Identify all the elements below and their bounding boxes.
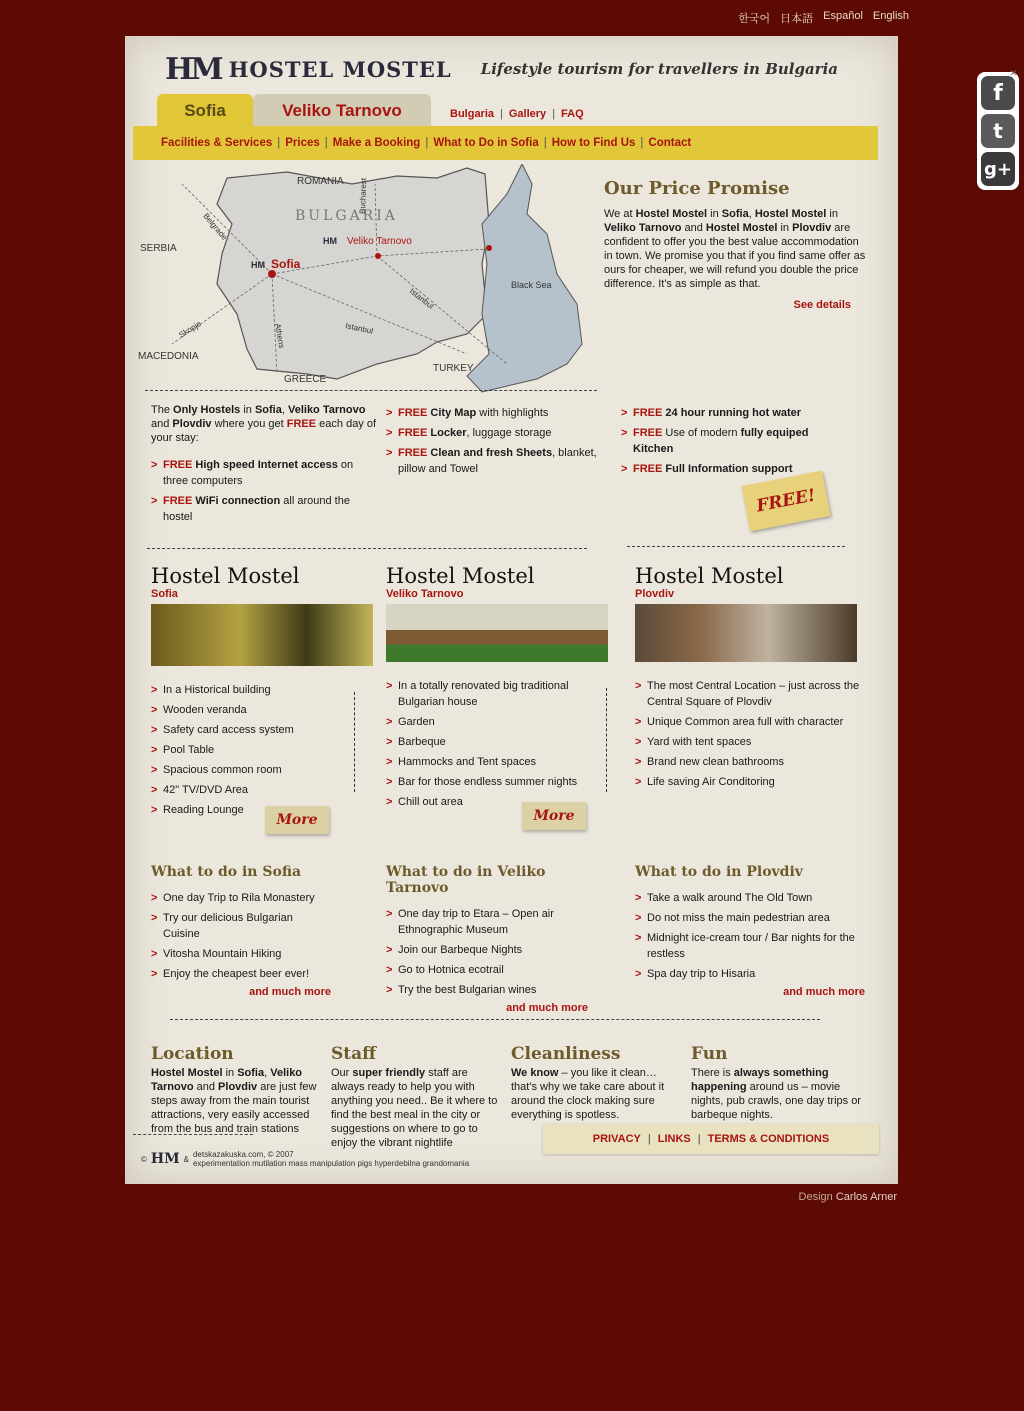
nav-contact[interactable]: Contact — [648, 137, 692, 149]
lang-korean[interactable]: 한국어 — [738, 13, 771, 25]
list-item: > Yard with tent spaces — [635, 734, 865, 750]
bulgaria-map[interactable] — [137, 164, 597, 396]
todo-title: What to do in Sofia — [151, 864, 302, 880]
lang-english[interactable]: English — [872, 10, 909, 22]
list-item: > Chill out area — [386, 794, 616, 810]
design-credit — [799, 1191, 897, 1203]
list-item: > Spa day trip to Hisaria — [635, 966, 865, 982]
separator: | — [425, 137, 429, 149]
map-label-serbia: SERBIA — [140, 243, 177, 254]
separator: | — [500, 108, 503, 120]
hostel-sofia-photo[interactable] — [151, 604, 373, 666]
separator: | — [647, 1133, 651, 1145]
separator: | — [640, 137, 644, 149]
marker-sofia — [268, 270, 276, 278]
facebook-icon[interactable]: f — [981, 76, 1015, 110]
nav-booking[interactable]: Make a Booking — [332, 137, 421, 149]
todo-plovdiv — [635, 864, 865, 998]
link-gallery[interactable]: Gallery — [508, 108, 547, 120]
divider — [145, 390, 597, 391]
hostel-features — [151, 682, 381, 818]
hostel-plovdiv-photo[interactable] — [635, 604, 857, 662]
hostel-title: Hostel Mostel — [635, 564, 784, 588]
tagline: Lifestyle tourism for travellers in Bulgaria — [480, 60, 838, 78]
nav-find-us[interactable]: How to Find Us — [551, 137, 636, 149]
free-intro: The Only Hostels in Sofia, Veliko Tarnovo and Plovdiv where you get FREE each day of your stay: — [151, 404, 377, 444]
city-tabs — [157, 94, 431, 128]
footer-links — [543, 1124, 879, 1154]
separator: | — [697, 1133, 701, 1145]
tab-veliko-tarnovo[interactable]: Veliko Tarnovo — [253, 94, 431, 128]
info-text: Our super friendly staff are always ready to help you with anything you need.. Be it where to find the best meal in the city or suggestions on where to go to enjoy the vibrant nightlife — [331, 1067, 498, 1149]
tab-sofia[interactable]: Sofia — [157, 94, 253, 128]
link-bulgaria[interactable]: Bulgaria — [450, 108, 495, 120]
map-label-black-sea: Black Sea — [511, 280, 552, 290]
list-item: > Spacious common room — [151, 762, 381, 778]
map-label-skopje: Skopje — [177, 319, 203, 340]
list-item: > One day trip to Etara – Open air Ethnographic Museum — [386, 906, 588, 938]
separator: | — [324, 137, 328, 149]
hostel-sofia — [151, 564, 381, 822]
list-item: > FREE Use of modern fully equiped Kitchen — [621, 425, 851, 457]
free-list-middle — [386, 405, 616, 481]
hostel-veliko-photo[interactable] — [386, 604, 608, 662]
much-more-link[interactable]: and much more — [249, 986, 331, 998]
more-button-sofia[interactable]: More — [265, 806, 329, 834]
list-item: > FREE High speed Internet access on three computers — [151, 457, 376, 489]
map-label-istanbul-1: Istanbul — [344, 321, 374, 336]
info-title: Location — [151, 1044, 234, 1064]
map-label-turkey: TURKEY — [433, 363, 474, 374]
copyright — [141, 1150, 469, 1168]
divider — [147, 548, 587, 549]
list-item: > The most Central Location – just across the Central Square of Plovdiv — [635, 678, 865, 710]
lang-japanese[interactable]: 日本語 — [780, 13, 814, 25]
map-label-sofia: Sofia — [271, 257, 301, 271]
list-item: > Join our Barbeque Nights — [386, 942, 588, 958]
footer-logo-mark: HM — [150, 1151, 180, 1167]
hostel-features — [635, 678, 865, 790]
list-item: > Do not miss the main pedestrian area — [635, 910, 865, 926]
list-item: > Hammocks and Tent spaces — [386, 754, 616, 770]
marker-veliko — [375, 253, 381, 259]
divider — [606, 688, 607, 792]
info-title: Fun — [691, 1044, 728, 1064]
divider — [133, 1134, 253, 1135]
map-logo-veliko: HM — [323, 236, 337, 246]
todo-title: What to do in Plovdiv — [635, 864, 803, 880]
more-button-veliko[interactable]: More — [522, 802, 586, 830]
map-label-romania: ROMANIA — [297, 176, 344, 187]
list-item: > Midnight ice-cream tour / Bar nights for the restless — [635, 930, 865, 962]
price-promise-title: Our Price Promise — [604, 178, 790, 199]
nav-facilities[interactable]: Facilities & Services — [161, 137, 273, 149]
hostel-veliko-tarnovo — [386, 564, 616, 814]
list-item: > FREE Full Information support — [621, 461, 851, 477]
hostel-city[interactable]: Plovdiv — [635, 588, 675, 600]
list-item: > Bar for those endless summer nights — [386, 774, 616, 790]
divider — [627, 546, 845, 547]
ampersand: & — [183, 1154, 189, 1164]
todo-sofia — [151, 864, 331, 998]
much-more-link[interactable]: and much more — [506, 1002, 588, 1014]
logo-mark: HM — [165, 52, 221, 87]
free-list-left — [151, 457, 376, 529]
list-item: > FREE Clean and fresh Sheets, blanket, pillow and Towel — [386, 445, 616, 477]
list-item: > FREE 24 hour running hot water — [621, 405, 851, 421]
todo-veliko-tarnovo — [386, 864, 588, 1014]
list-item: > FREE City Map with highlights — [386, 405, 616, 421]
language-bar — [738, 10, 909, 26]
list-item: > Safety card access system — [151, 722, 381, 738]
link-faq[interactable]: FAQ — [561, 108, 584, 120]
list-item: > In a totally renovated big traditional Bulgarian house — [386, 678, 616, 710]
info-text: We know – you like it clean… that's why we take care about it around the clock making sure everything is spotless. — [511, 1067, 665, 1121]
divider — [170, 1019, 820, 1020]
copyright-line-1[interactable]: detskazakuska.com, © 2007 — [192, 1150, 294, 1159]
list-item: > Vitosha Mountain Hiking — [151, 946, 331, 962]
list-item: > One day Trip to Rila Monastery — [151, 890, 331, 906]
list-item: > FREE WiFi connection all around the hostel — [151, 493, 376, 525]
hostel-title: Hostel Mostel — [151, 564, 300, 588]
close-icon[interactable]: ✕ — [1009, 68, 1017, 78]
list-item: > Unique Common area full with character — [635, 714, 865, 730]
info-text: Hostel Mostel in Sofia, Veliko Tarnovo and Plovdiv are just few steps away from the main tourist attractions, very easily accessed from the bus and train stations — [151, 1067, 317, 1135]
map-label-greece: GREECE — [284, 374, 327, 385]
map-label-veliko: Veliko Tarnovo — [347, 236, 412, 247]
hostel-title: Hostel Mostel — [386, 564, 535, 588]
copyright-text — [193, 1150, 469, 1168]
much-more-link[interactable]: and much more — [783, 986, 865, 998]
map-label-bulgaria: BULGARIA — [295, 208, 398, 224]
list-item: > Life saving Air Conditoring — [635, 774, 865, 790]
info-title: Staff — [331, 1044, 377, 1064]
price-promise-text: We at Hostel Mostel in Sofia, Hostel Mostel in Veliko Tarnovo and Hostel Mostel in Plovdiv are confident to offer you the best value accommodation in town. We promise you that if you find same offer as ours for cheaper, we will refund you double the price difference. It's as simple as that. — [604, 208, 866, 290]
hostel-city[interactable]: Veliko Tarnovo — [386, 588, 464, 600]
list-item: > Barbeque — [386, 734, 616, 750]
bulgaria-shape — [217, 168, 489, 379]
footer-privacy[interactable]: PRIVACY — [592, 1133, 641, 1145]
map-logo-sofia: HM — [251, 260, 265, 270]
info-cleanliness — [511, 1044, 681, 1122]
list-item: > 42" TV/DVD Area — [151, 782, 381, 798]
list-item: > Try the best Bulgarian wines — [386, 982, 588, 998]
map-label-athens: Athens — [273, 322, 287, 349]
footer-terms[interactable]: TERMS & CONDITIONS — [707, 1133, 830, 1145]
list-item: > In a Historical building — [151, 682, 381, 698]
info-staff — [331, 1044, 501, 1150]
list-item: > Try our delicious Bulgarian Cuisine — [151, 910, 331, 942]
separator: | — [277, 137, 281, 149]
info-location — [151, 1044, 321, 1136]
copyright-symbol: © — [141, 1154, 147, 1164]
paper-sheet — [125, 36, 898, 1184]
copyright-line-2: experimentation mutilation mass manipulation pigs hyperdebilna grandomania — [192, 1159, 470, 1168]
todo-list — [386, 906, 588, 998]
nav-prices[interactable]: Prices — [285, 137, 320, 149]
list-item: > Wooden veranda — [151, 702, 381, 718]
logo[interactable] — [165, 52, 452, 87]
map-label-belgrade: Belgrade — [201, 211, 229, 242]
list-item: > Pool Table — [151, 742, 381, 758]
map-label-macedonia: MACEDONIA — [138, 351, 199, 362]
todo-list — [151, 890, 331, 982]
info-text: There is always something happening around us – movie nights, pub crawls, one day trips or barbeque nights. — [691, 1067, 861, 1121]
google-plus-icon[interactable]: g+ — [981, 152, 1015, 186]
price-promise — [604, 178, 866, 311]
map-label-istanbul-2: Istanbul — [407, 286, 436, 311]
list-item: > Enjoy the cheapest beer ever! — [151, 966, 331, 982]
list-item: > Brand new clean bathrooms — [635, 754, 865, 770]
see-details-link[interactable]: See details — [793, 299, 851, 311]
design-label: Design — [798, 1191, 833, 1203]
list-item: > Take a walk around The Old Town — [635, 890, 865, 906]
list-item: > Garden — [386, 714, 616, 730]
hostel-plovdiv — [635, 564, 865, 794]
list-item: > Reading Lounge — [151, 802, 381, 818]
todo-title: What to do in Veliko Tarnovo — [386, 864, 546, 896]
top-links — [450, 108, 584, 120]
separator: | — [552, 108, 556, 120]
info-title: Cleanliness — [511, 1044, 621, 1064]
list-item: > FREE Locker, luggage storage — [386, 425, 616, 441]
list-item: > Go to Hotnica ecotrail — [386, 962, 588, 978]
separator: | — [543, 137, 547, 149]
info-fun — [691, 1044, 861, 1122]
nav-what-to-do[interactable]: What to Do in Sofia — [433, 137, 539, 149]
hostel-features — [386, 678, 616, 810]
free-list-right — [621, 405, 851, 481]
social-sidebar — [977, 68, 1019, 190]
footer-links-link[interactable]: LINKS — [657, 1133, 691, 1145]
map-label-bucharest: Bucharest — [358, 177, 369, 215]
divider — [354, 692, 355, 792]
hostel-city[interactable]: Sofia — [151, 588, 178, 600]
logo-text: HOSTEL MOSTEL — [228, 57, 452, 82]
designer-link[interactable]: Carlos Arner — [835, 1191, 897, 1203]
main-nav — [133, 126, 878, 160]
marker-varna — [486, 245, 492, 251]
lang-spanish[interactable]: Español — [823, 10, 863, 22]
free-stamp: FREE! — [741, 471, 830, 532]
todo-list — [635, 890, 865, 982]
twitter-icon[interactable]: t — [981, 114, 1015, 148]
